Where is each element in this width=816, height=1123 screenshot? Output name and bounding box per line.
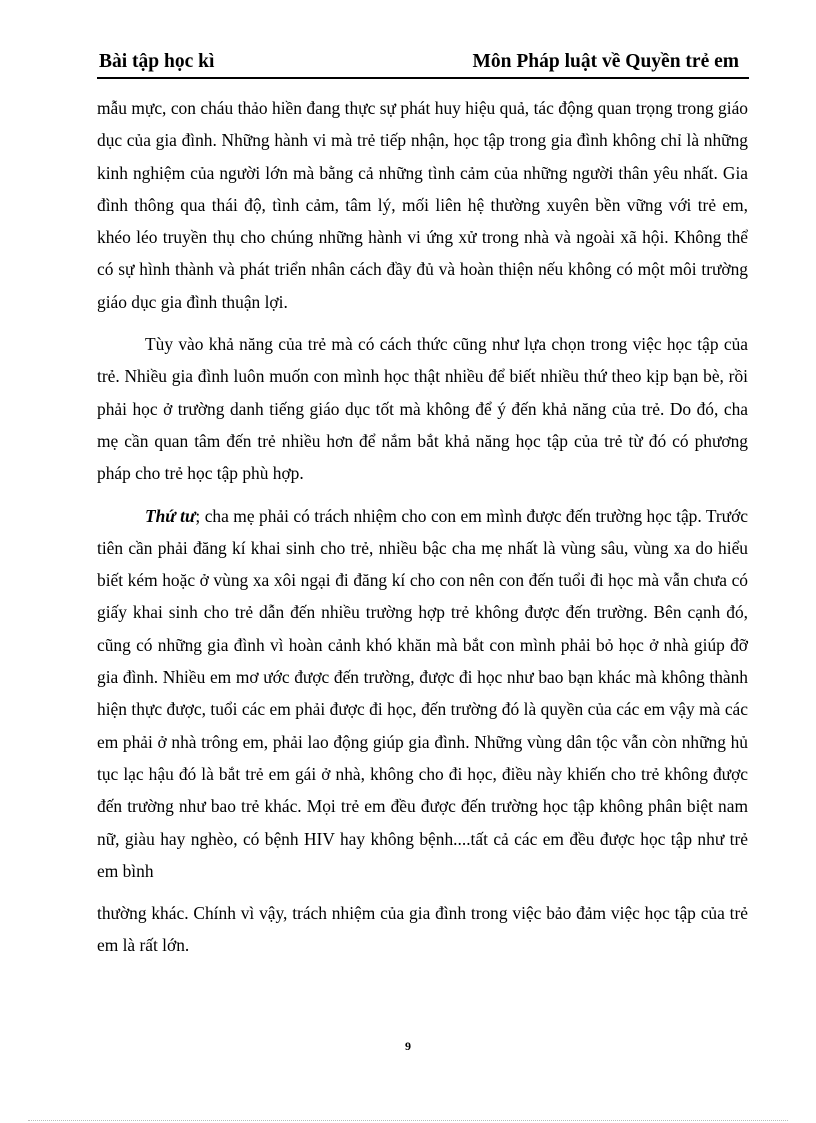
paragraph-text: ; cha mẹ phải có trách nhiệm cho con em mình được đến trường học tập. Trước tiên cần phải đăng kí khai sinh cho trẻ, nhiều bậc cha mẹ nhất là vùng sâu, vùng xa do hiểu biết kém hoặc ở vùng xa xôi ngại đi đăng kí cho con nên con đến tuổi đi học mà vẫn chưa có giấy khai sinh cho trẻ dẫn đến nhiều trường hợp trẻ không được đến trường. Bên cạnh đó, cũng có những gia đình vì hoàn cảnh khó khăn mà bắt con mình phải bỏ học ở nhà giúp đỡ gia đình. Nhiều em mơ ước được đến trường, được đi học như bao bạn khác mà không thành hiện thực được, tuổi các em phải được đi học, đến trường đó là quyền của các em vậy mà các em phải ở nhà trông em, phải lao động giúp gia đình. Những vùng dân tộc vẫn còn những hủ tục lạc hậu đó là bắt trẻ em gái ở nhà, không cho đi học, điều này khiến cho trẻ không được đến trường như bao trẻ khác. Mọi trẻ em đều được đến trường học tập không phân biệt nam nữ, giàu hay nghèo, có bệnh HIV hay không bệnh....tất cả các em đều được học tập như trẻ em bình [97, 505, 748, 881]
paragraph-conclusion [97, 897, 748, 962]
page-number: 9 [405, 1039, 411, 1053]
paragraph-fourth-responsibility [97, 500, 748, 888]
header-subject-title: Môn Pháp luật về Quyền trẻ em [472, 51, 739, 72]
paragraph-lead-in: Thứ tư [145, 505, 196, 526]
paragraph-text: thường khác. Chính vì vậy, trách nhiệm của gia đình trong việc bảo đảm việc học tập của trẻ em là rất lớn. [97, 903, 748, 956]
paragraph-learning-ability [97, 328, 748, 489]
page-bottom-divider [28, 1120, 788, 1121]
page-header [97, 47, 749, 79]
paragraph-text: Tùy vào khả năng của trẻ mà có cách thức cũng như lựa chọn trong việc học tập của trẻ. Nhiều gia đình luôn muốn con mình học thật nhiều để biết nhiều thứ theo kịp bạn bè, rồi phải học ở trường danh tiếng giáo dục tốt mà không để ý đến khả năng của trẻ. Do đó, cha mẹ cần quan tâm đến trẻ nhiều hơn để nắm bắt khả năng học tập của trẻ từ đó có phương pháp cho trẻ học tập phù hợp. [97, 334, 748, 484]
header-course-label: Bài tập học kì [99, 51, 215, 72]
document-body [97, 92, 748, 962]
paragraph-text: mẫu mực, con cháu thảo hiền đang thực sự phát huy hiệu quả, tác động quan trọng trong giáo dục của gia đình. Những hành vi mà trẻ tiếp nhận, học tập trong gia đình không chỉ là những kinh nghiệm của người lớn mà bằng cả những tình cảm của những người thân yêu nhất. Gia đình thông qua thái độ, tình cảm, tâm lý, mối liên hệ thường xuyên bền vững với trẻ em, khéo léo truyền thụ cho chúng những hành vi ứng xử trong nhà và ngoài xã hội. Không thể có sự hình thành và phát triển nhân cách đầy đủ và hoàn thiện nếu không có một môi trường giáo dục gia đình thuận lợi. [97, 98, 748, 312]
paragraph-continuation [97, 92, 748, 318]
